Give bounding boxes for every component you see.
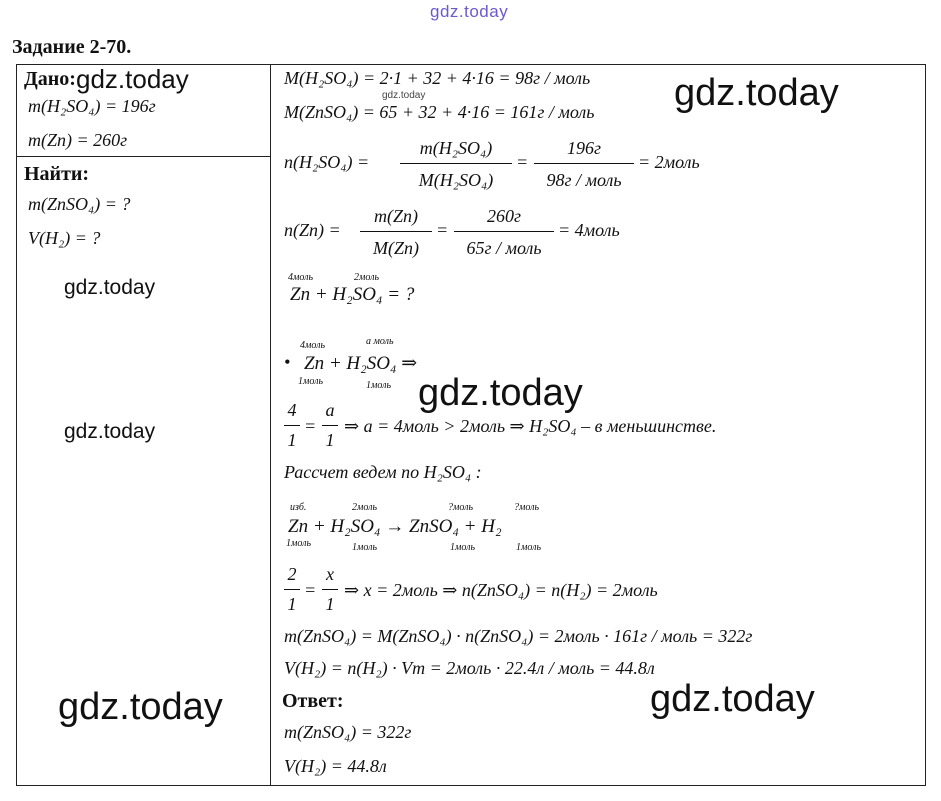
n-h2so4-den2: 98г / моль	[546, 170, 622, 190]
find-volume-h2: V(H₂) = ?	[28, 228, 101, 248]
prop1-conclusion: ⇒ a = 4моль > 2моль ⇒ H₂SO₄ – в меньшинстве.	[344, 416, 717, 436]
watermark: gdz.today	[76, 64, 189, 94]
eq2-annotation-h2so4-bottom: 1моль	[366, 380, 392, 391]
prop1-den2: 1	[325, 430, 335, 450]
prop2-num2: x	[326, 564, 334, 584]
task-title: Задание 2-70.	[12, 36, 132, 58]
bullet: •	[284, 352, 291, 372]
answer-volume-h2: V(H₂) = 44.8л	[284, 756, 387, 776]
watermark: gdz.today	[650, 678, 815, 720]
molar-mass-znso4: M(ZnSO₄) = 65 + 32 + 4·16 = 161г / моль	[284, 102, 595, 122]
prop1-num2: a	[325, 400, 335, 420]
answer-label: Ответ:	[282, 690, 344, 712]
eq3-top-h2: ?моль	[514, 502, 540, 513]
prop2-den2: 1	[325, 594, 335, 614]
eq1-annotation-zn: 4моль	[288, 272, 314, 283]
volume-h2-calc: V(H₂) = n(H₂) · Vm = 2моль · 22.4л / моль = 44.8л	[284, 658, 655, 678]
eq1-annotation-h2so4: 2моль	[354, 272, 380, 283]
n-h2so4-num2: 196г	[566, 138, 602, 158]
n-h2so4-eq: =	[516, 152, 529, 172]
n-h2so4-result: = 2моль	[638, 152, 700, 172]
prop1-num1: 4	[287, 400, 297, 420]
n-zn-den2: 65г / моль	[466, 238, 542, 258]
eq3-top-zn: изб.	[290, 502, 307, 513]
fraction-bar	[322, 589, 338, 590]
n-h2so4-num1: m(H₂SO₄)	[419, 138, 493, 158]
prop2-eq: =	[304, 580, 317, 600]
given-mass-zn: m(Zn) = 260г	[28, 130, 128, 150]
watermark: gdz.today	[64, 420, 156, 443]
prop2-num1: 2	[287, 564, 297, 584]
find-mass-znso4: m(ZnSO₄) = ?	[28, 194, 131, 214]
eq3-top-h2so4: 2моль	[352, 502, 378, 513]
eq2-annotation-h2so4-top: a моль	[366, 336, 394, 347]
watermark: gdz.today	[674, 72, 839, 114]
eq3-bot-znso4: 1моль	[450, 542, 476, 553]
table-divider-given	[16, 156, 271, 157]
molar-mass-h2so4: M(H₂SO₄) = 2·1 + 32 + 4·16 = 98г / моль	[284, 68, 591, 88]
eq3-top-znso4: ?моль	[448, 502, 474, 513]
fraction-bar	[360, 231, 432, 232]
answer-mass-znso4: m(ZnSO₄) = 322г	[284, 722, 412, 742]
prop1-den1: 1	[287, 430, 297, 450]
watermark: gdz.today	[64, 276, 156, 299]
fraction-bar	[284, 425, 300, 426]
eq2-annotation-zn-bottom: 1моль	[298, 376, 324, 387]
eq3-bot-h2so4: 1моль	[352, 542, 378, 553]
watermark: gdz.today	[418, 372, 583, 414]
n-zn-result: = 4моль	[558, 220, 620, 240]
eq3-bot-h2: 1моль	[516, 542, 542, 553]
fraction-bar	[534, 163, 634, 164]
prop2-conclusion: ⇒ x = 2моль ⇒ n(ZnSO₄) = n(H₂) = 2моль	[344, 580, 658, 600]
table-divider-vertical	[270, 64, 271, 786]
eq2-annotation-zn-top: 4моль	[300, 340, 326, 351]
find-label: Найти:	[24, 163, 90, 185]
eq3-bot-zn: 1моль	[286, 538, 312, 549]
watermark: gdz.today	[382, 90, 426, 101]
reaction-equation-2: Zn + H₂SO₄ ⇒	[304, 353, 418, 374]
fraction-bar	[284, 589, 300, 590]
n-zn-num1: m(Zn)	[374, 206, 418, 226]
mass-znso4-calc: m(ZnSO₄) = M(ZnSO₄) · n(ZnSO₄) = 2моль · 161г / моль = 322г	[284, 626, 753, 646]
calc-by-h2so4: Рассчет ведем по H₂SO₄ :	[284, 462, 482, 482]
site-header-watermark[interactable]: gdz.today	[430, 2, 509, 21]
reaction-equation-1: Zn + H₂SO₄ = ?	[290, 284, 415, 305]
fraction-bar	[400, 163, 512, 164]
fraction-bar	[454, 231, 554, 232]
prop2-den1: 1	[287, 594, 297, 614]
n-zn-num2: 260г	[486, 206, 522, 226]
prop1-eq: =	[304, 416, 317, 436]
given-label: Дано:	[24, 68, 76, 90]
n-h2so4-den1: M(H₂SO₄)	[418, 170, 494, 190]
reaction-equation-3: Zn + H₂SO₄ → ZnSO₄ + H₂	[288, 516, 502, 537]
n-zn-den1: M(Zn)	[373, 238, 419, 258]
n-zn-lhs: n(Zn) =	[284, 220, 341, 240]
n-zn-eq: =	[436, 220, 449, 240]
fraction-bar	[322, 425, 338, 426]
n-h2so4-lhs: n(H₂SO₄) =	[284, 152, 370, 172]
given-mass-h2so4: m(H₂SO₄) = 196г	[28, 96, 156, 116]
watermark: gdz.today	[58, 686, 223, 728]
